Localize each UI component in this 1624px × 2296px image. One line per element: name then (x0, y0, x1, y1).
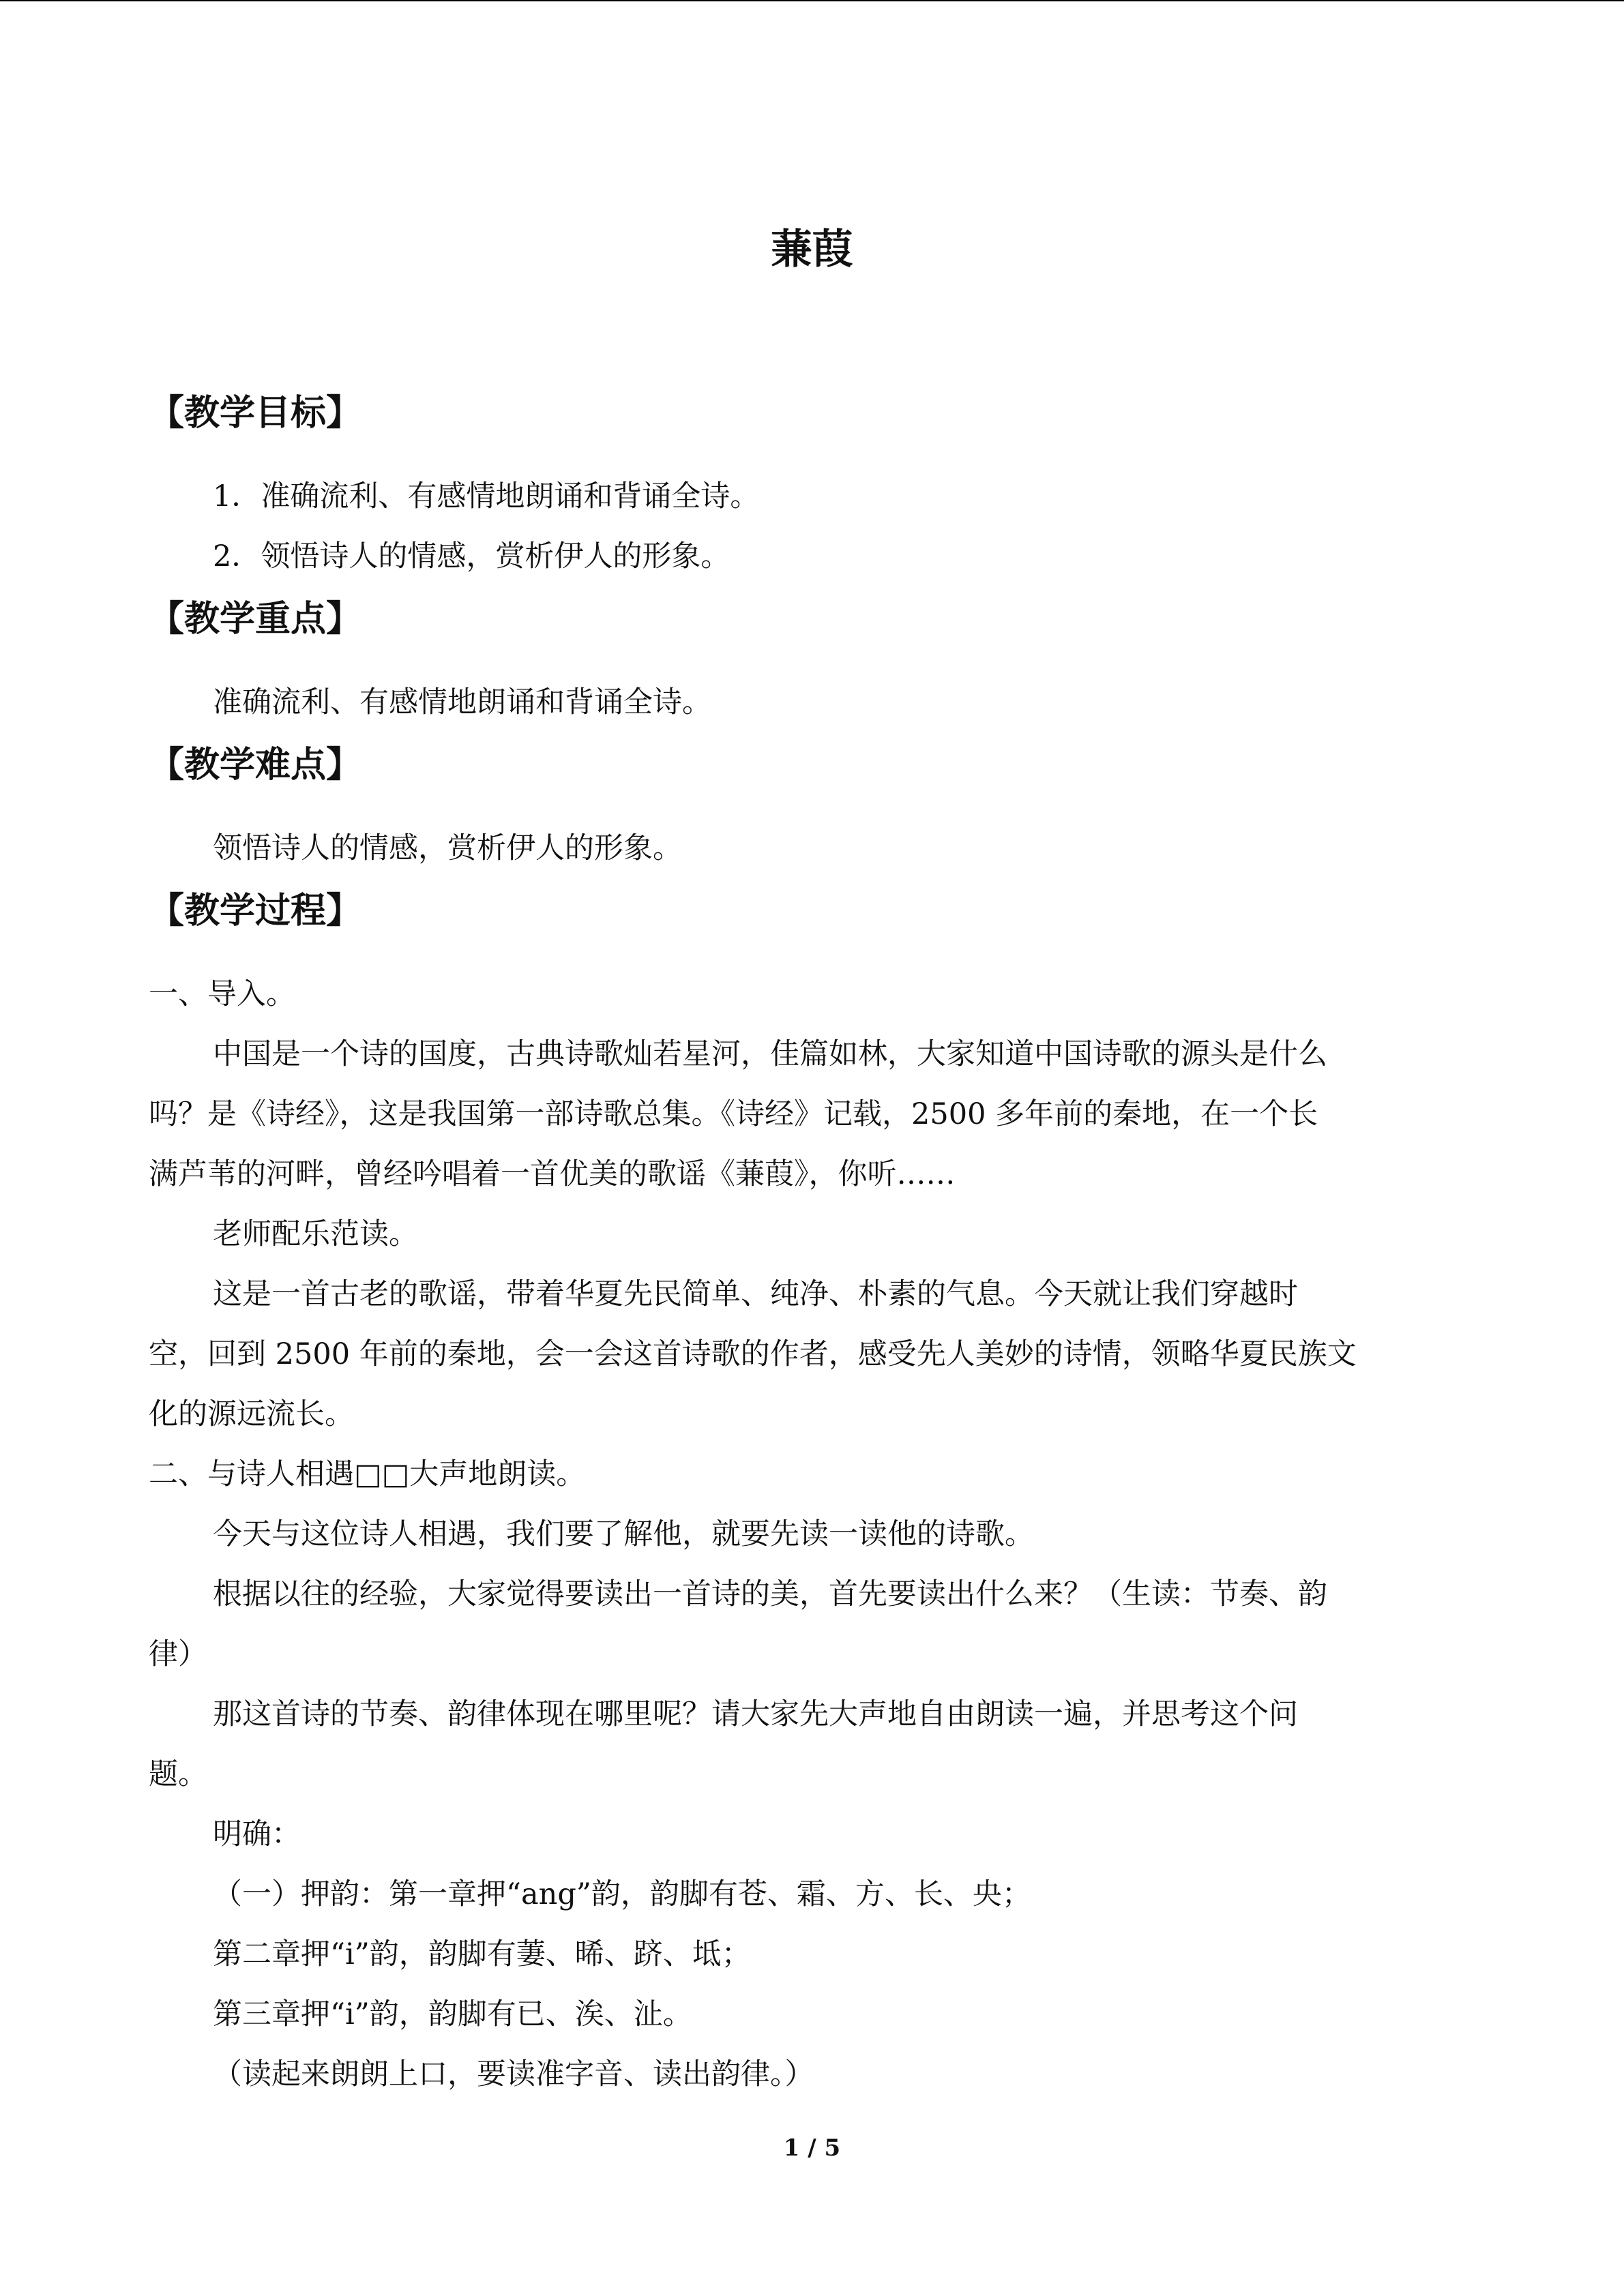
page-title: 蒹葭 (771, 226, 853, 273)
process-line: 那这首诗的节奏、韵律体现在哪里呢？请大家先大声地自由朗读一遍，并思考这个问 (213, 1697, 1298, 1731)
process-line: 明确： (213, 1817, 301, 1851)
process-line: （一）押韵：第一章押“ang”韵，韵脚有苍、霜、方、长、央； (213, 1877, 1031, 1911)
process-line: 第二章押“i”韵，韵脚有萋、晞、跻、坻； (213, 1937, 751, 1971)
heading-teaching-key: 【教学重点】 (149, 599, 362, 640)
process-line: 根据以往的经验，大家觉得要读出一首诗的美，首先要读出什么来？（生读：节奏、韵 (213, 1577, 1327, 1611)
process-line: 老师配乐范读。 (213, 1217, 418, 1251)
process-line: 第三章押“i”韵，韵脚有已、涘、沚。 (213, 1997, 692, 2031)
process-line: 二、与诗人相遇□□大声地朗读。 (149, 1457, 586, 1491)
page-number: 1 / 5 (783, 2134, 841, 2162)
key-point-text: 准确流利、有感情地朗诵和背诵全诗。 (213, 685, 711, 719)
goal-item: 1．准确流利、有感情地朗诵和背诵全诗。 (213, 479, 760, 513)
process-line: 一、导入。 (149, 977, 295, 1011)
goal-item: 2．领悟诗人的情感，赏析伊人的形象。 (213, 539, 730, 573)
process-line: 满芦苇的河畔，曾经吟唱着一首优美的歌谣《蒹葭》，你听…… (149, 1157, 956, 1191)
process-line: 律） (149, 1637, 207, 1671)
page-border-top (0, 0, 1623, 1)
process-line: 空，回到 2500 年前的秦地，会一会这首诗歌的作者，感受先人美妙的诗情，领略华夏民族文 (149, 1337, 1357, 1371)
process-line: 吗？是《诗经》，这是我国第一部诗歌总集。《诗经》记载，2500 多年前的秦地，在一个长 (149, 1097, 1318, 1131)
heading-teaching-process: 【教学过程】 (149, 891, 362, 931)
process-line: 这是一首古老的歌谣，带着华夏先民简单、纯净、朴素的气息。今天就让我们穿越时 (213, 1277, 1298, 1311)
heading-teaching-difficulty: 【教学难点】 (149, 745, 362, 786)
process-line: 题。 (149, 1757, 207, 1791)
heading-teaching-goals: 【教学目标】 (149, 393, 362, 434)
process-line: 中国是一个诗的国度，古典诗歌灿若星河，佳篇如林，大家知道中国诗歌的源头是什么 (213, 1037, 1327, 1071)
process-line: （读起来朗朗上口，要读准字音、读出韵律。） (213, 2057, 814, 2091)
difficulty-text: 领悟诗人的情感，赏析伊人的形象。 (213, 831, 682, 865)
process-line: 化的源远流长。 (149, 1397, 354, 1431)
process-line: 今天与这位诗人相遇，我们要了解他，就要先读一读他的诗歌。 (213, 1517, 1034, 1551)
